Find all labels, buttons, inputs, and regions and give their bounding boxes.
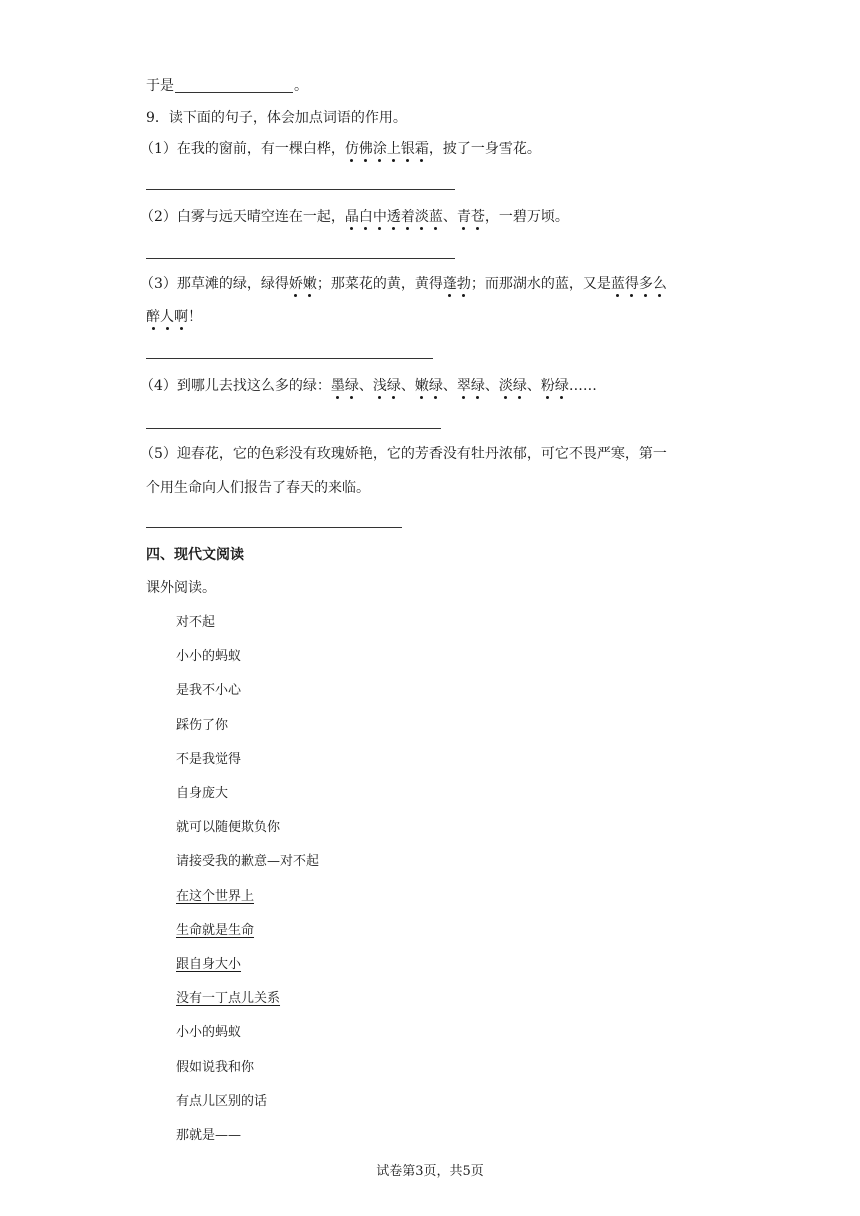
sentence-text: …… (568, 378, 597, 394)
sentence-text: 个用生命向人们报告了春天的来临。 (146, 480, 370, 496)
poem-line: 踩伤了你 (176, 717, 229, 733)
sentence-text: （2）白雾与远天晴空连在一起， (140, 209, 345, 225)
question-9-title: 9．读下面的句子，体会加点词语的作用。 (146, 110, 407, 126)
poem-line: 小小的蚂蚁 (176, 649, 242, 665)
sentence-text: 、 (442, 209, 457, 225)
emphasized-word: 蓬勃 (442, 276, 471, 292)
poem-line-underlined: 没有一丁点儿关系 (176, 991, 281, 1007)
emphasized-word: 翠绿 (456, 378, 485, 394)
q9-item-5-cont (146, 478, 370, 498)
emphasized-word: 晶白中透着淡蓝 (344, 209, 443, 225)
emphasized-word: 醉人啊 (146, 309, 188, 325)
emphasized-word: 浅绿 (372, 378, 401, 394)
sentence-text: 、 (484, 378, 499, 394)
sentence-text: （1）在我的窗前，有一棵白桦， (140, 141, 345, 157)
top-fill-line (146, 76, 308, 96)
sentence-text: 、 (442, 378, 457, 394)
sentence-text: ！ (188, 309, 202, 325)
sentence-text: ；那菜花的黄，黄得 (316, 276, 443, 292)
answer-line-1[interactable] (146, 189, 455, 190)
emphasized-word: 青苍 (456, 209, 485, 225)
q9-item-3-cont (146, 307, 202, 327)
poem-line-underlined: 生命就是生命 (176, 922, 255, 938)
poem-line-underlined: 在这个世界上 (176, 888, 255, 904)
sentence-text: ，披了一身雪花。 (428, 141, 541, 157)
emphasized-word: 粉绿 (540, 378, 569, 394)
q9-item-3 (140, 274, 667, 294)
poem-line: 对不起 (176, 615, 216, 630)
sentence-text: ；而那湖水的蓝，又是 (470, 276, 611, 292)
poem-line: 不是我觉得 (176, 751, 242, 767)
emphasized-word: 嫩绿 (414, 378, 443, 394)
poem-line: 小小的蚂蚁 (176, 1025, 242, 1041)
emphasized-word: 蓝得多么 (610, 276, 667, 292)
poem-line-underlined: 跟自身大小 (176, 957, 242, 972)
poem-line: 是我不小心 (176, 683, 242, 699)
section-4-intro: 课外阅读。 (146, 580, 216, 596)
poem-line: 自身庞大 (176, 786, 229, 801)
answer-line-4[interactable] (146, 428, 441, 429)
sentence-text: 、 (400, 378, 415, 394)
poem-line: 请接受我的歉意—对不起 (176, 854, 320, 870)
poem-line: 假如说我和你 (176, 1059, 255, 1075)
q9-item-1 (140, 139, 541, 159)
answer-line-2[interactable] (146, 258, 455, 259)
sentence-text: 、 (526, 378, 541, 394)
sentence-text: （4）到哪儿去找这么多的绿： (140, 378, 331, 394)
poem-line: 有点儿区别的话 (176, 1093, 268, 1109)
q9-item-4 (140, 376, 597, 396)
sentence-text: （5）迎春花，它的色彩没有玫瑰娇艳，它的芳香没有牡丹浓郁，可它不畏严寒，第一 (140, 446, 667, 462)
sentence-text: （3）那草滩的绿，绿得 (140, 276, 289, 292)
emphasized-word: 墨绿 (330, 378, 359, 394)
answer-line-3[interactable] (146, 358, 433, 359)
emphasized-word: 淡绿 (498, 378, 527, 394)
sentence-text: 、 (358, 378, 373, 394)
emphasized-word: 娇嫩 (288, 276, 317, 292)
emphasized-word: 仿佛涂上银霜 (344, 141, 429, 157)
q9-item-2 (140, 207, 569, 227)
section-4-heading: 四、现代文阅读 (146, 547, 244, 563)
poem-line: 那就是—— (176, 1128, 242, 1143)
answer-blank[interactable] (175, 78, 293, 93)
top-suffix: 。 (294, 78, 308, 94)
page-footer: 试卷第3页，共5页 (376, 1164, 484, 1179)
sentence-text: ，一碧万顷。 (484, 209, 569, 225)
poem-line: 就可以随便欺负你 (176, 820, 281, 836)
answer-line-5[interactable] (146, 527, 402, 528)
q9-item-5 (140, 444, 667, 464)
top-prefix: 于是 (146, 78, 174, 94)
